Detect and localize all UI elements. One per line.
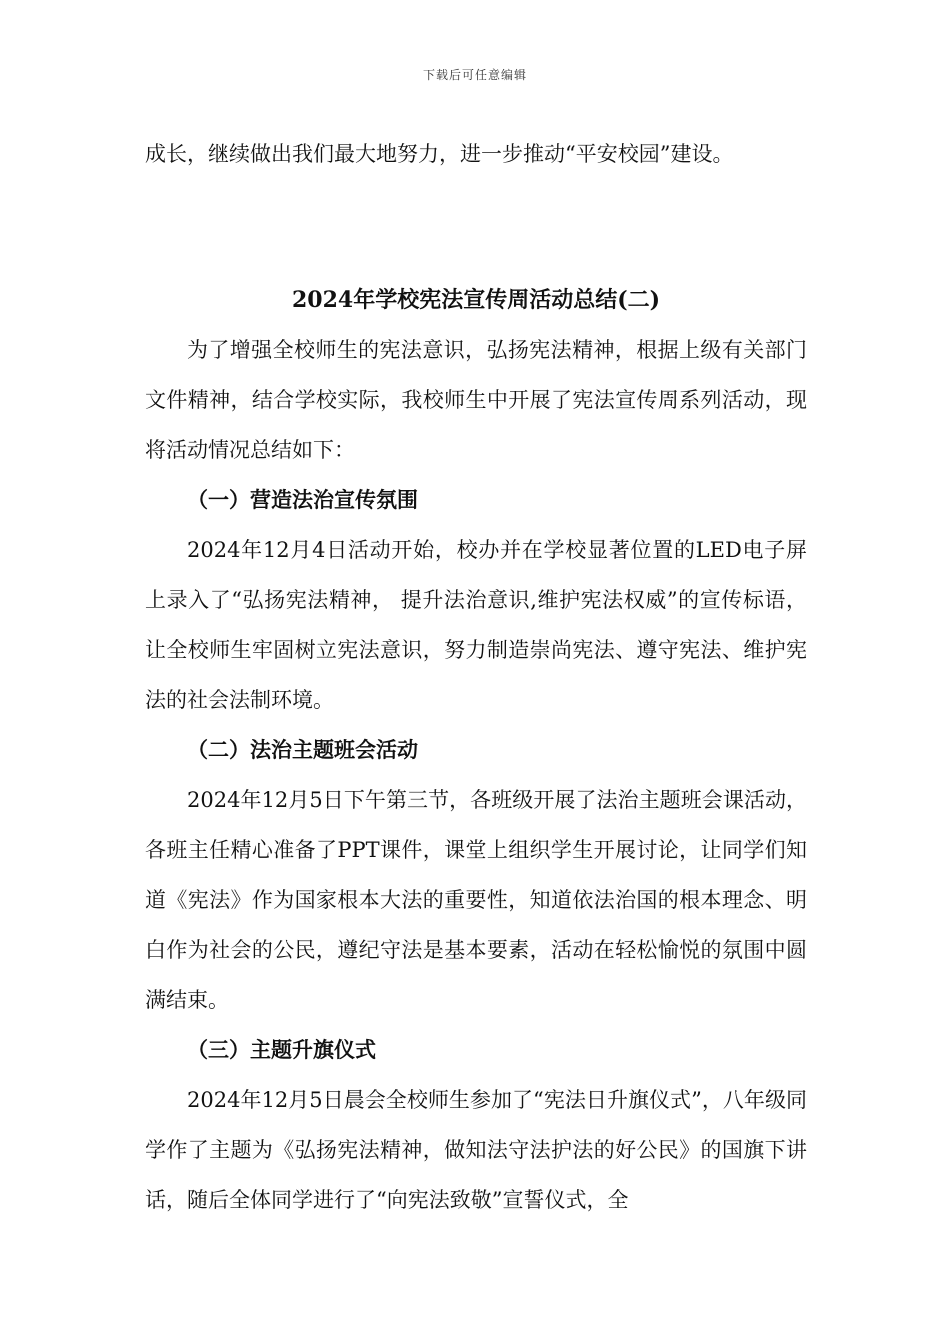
section-body-2: 2024年12月5日下午第三节，各班级开展了法治主题班会课活动，各班主任精心准备了PPT课件，课堂上组织学生开展讨论，让同学们知道《宪法》作为国家根本大法的重要性，知道依法治国的根本理念、明白作为社会的公民，遵纪守法是基本要素，活动在轻松愉悦的氛围中圆满结束。	[145, 788, 807, 1012]
section-heading-1: （一）营造法治宣传氛围	[187, 487, 418, 512]
section-body-3: 2024年12月5日晨会全校师生参加了“宪法日升旗仪式”，八年级同学作了主题为《弘扬宪法精神，做知法守法护法的好公民》的国旗下讲话，随后全体同学进行了“向宪法致敬”宣誓仪式，全	[145, 1088, 807, 1212]
previous-page-tail: 成长，继续做出我们最大地努力，进一步推动“平安校园”建设。	[145, 142, 734, 166]
document-body	[145, 129, 807, 1225]
section-heading-2: （二）法治主题班会活动	[187, 737, 418, 762]
section-heading-3: （三）主题升旗仪式	[187, 1037, 376, 1062]
intro-paragraph: 为了增强全校师生的宪法意识，弘扬宪法精神，根据上级有关部门文件精神，结合学校实际，我校师生中开展了宪法宣传周系列活动，现将活动情况总结如下：	[145, 338, 807, 462]
document-title: 2024年学校宪法宣传周活动总结(二)	[291, 287, 661, 313]
section-body-1: 2024年12月4日活动开始，校办并在学校显著位置的LED电子屏上录入了“弘扬宪法精神， 提升法治意识,维护宪法权威”的宣传标语，让全校师生牢固树立宪法意识，努力制造崇尚宪法、遵守宪法、维护宪法的社会法制环境。	[145, 538, 807, 712]
header-note: 下载后可任意编辑	[422, 68, 527, 82]
